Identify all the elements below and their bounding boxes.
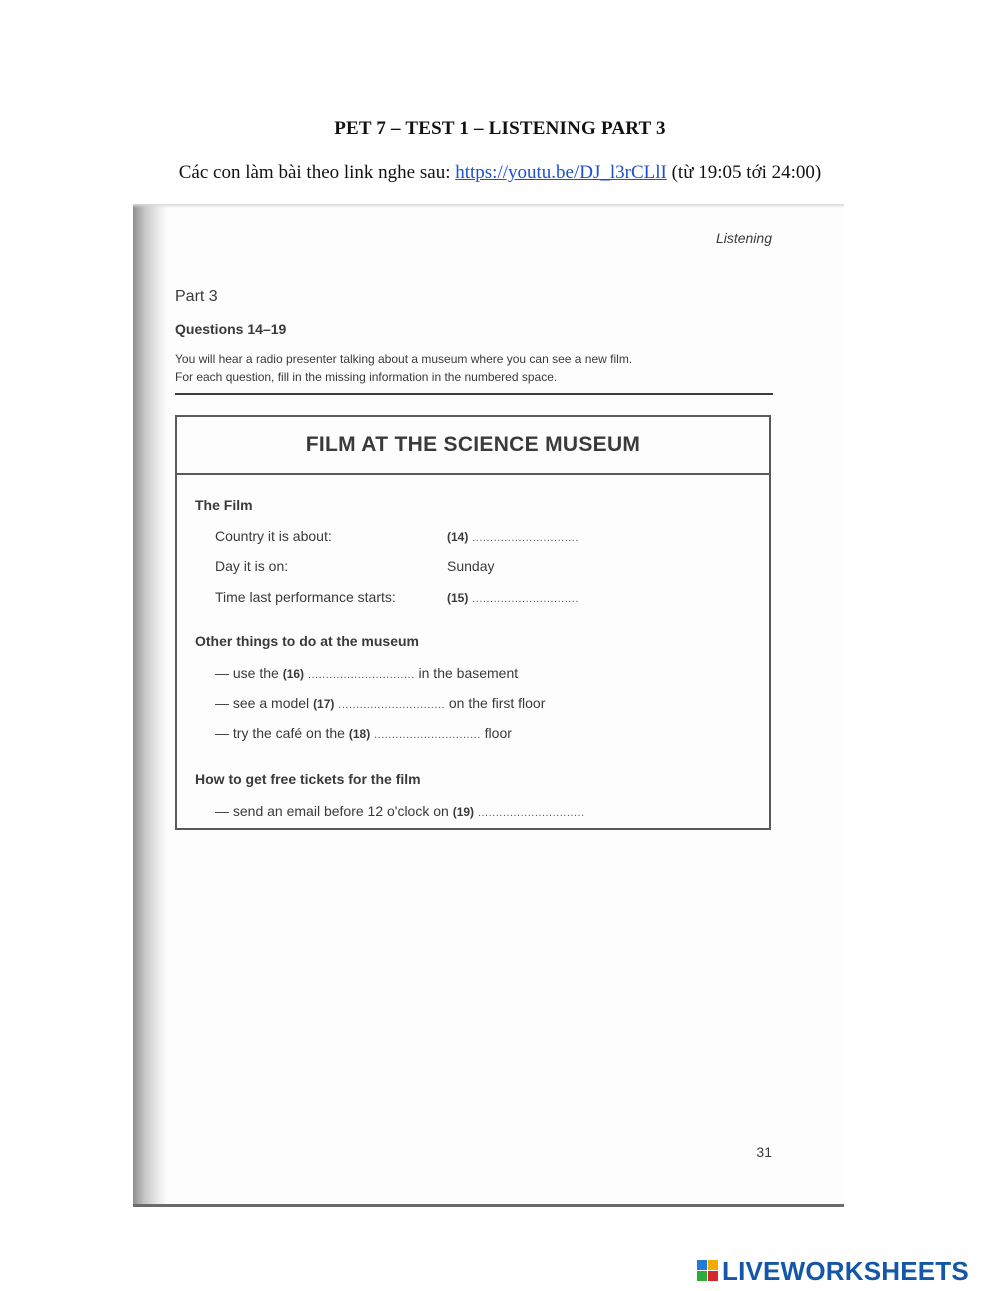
question-number: (14)	[447, 530, 469, 544]
listening-instruction	[0, 162, 1000, 184]
section-heading-free-tickets: How to get free tickets for the film	[195, 771, 421, 787]
row-label-day: Day it is on:	[215, 558, 289, 574]
section-heading-other-things: Other things to do at the museum	[195, 633, 420, 649]
answer-blank-17[interactable]: ..............................	[338, 699, 445, 711]
section-label: Listening	[715, 230, 772, 246]
youtube-link[interactable]: https://youtu.be/DJ_l3rCLlI	[455, 162, 667, 183]
row-label-country: Country it is about:	[215, 528, 332, 544]
page-title: PET 7 – TEST 1 – LISTENING PART 3	[334, 118, 666, 139]
intro-line: For each question, fill in the missing information in the numbered space.	[175, 370, 558, 384]
brand-logo	[697, 1255, 969, 1287]
answer-day: Sunday	[447, 558, 495, 574]
form-title: FILM AT THE SCIENCE MUSEUM	[305, 433, 641, 456]
list-item-16: — use the (16) .............................. in the basement	[215, 665, 519, 681]
intro-line: You will hear a radio presenter talking about a museum where you can see a new film.	[175, 352, 633, 366]
answer-slot-15[interactable]	[447, 589, 579, 605]
question-number: (16)	[282, 667, 305, 681]
question-number: (18)	[348, 727, 371, 741]
instruction-suffix: (từ 19:05 tới 24:00)	[666, 162, 822, 183]
part-heading: Part 3	[175, 288, 218, 305]
form-title-band	[177, 417, 769, 475]
answer-blank-19[interactable]: ..............................	[477, 807, 585, 819]
page-number: 31	[756, 1144, 772, 1160]
list-item-18: — try the café on the (18) .............................. floor	[215, 725, 512, 741]
instruction-prefix: Các con làm bài theo link nghe sau:	[178, 162, 456, 183]
question-number: (15)	[447, 591, 469, 605]
answer-blank-16[interactable]: ..............................	[307, 669, 415, 681]
brand-text: LIVEWORKSHEETS	[722, 1255, 969, 1286]
list-item-19: — send an email before 12 o'clock on (19) ..............................	[215, 803, 585, 819]
answer-blank: ..............................	[472, 593, 579, 605]
answer-blank-18[interactable]: ..............................	[374, 729, 481, 741]
notes-form	[175, 415, 771, 830]
page-binding-shadow	[133, 204, 167, 1204]
liveworksheets-logo-icon	[697, 1260, 719, 1282]
row-label-time: Time last performance starts:	[215, 589, 396, 605]
questions-heading: Questions 14–19	[175, 321, 287, 337]
question-number: (17)	[313, 697, 335, 711]
answer-blank: ..............................	[472, 532, 579, 544]
section-heading-film: The Film	[195, 497, 253, 513]
scanned-worksheet-page	[133, 204, 844, 1207]
divider	[175, 393, 773, 395]
answer-slot-14[interactable]	[447, 528, 579, 544]
list-item-17: — see a model (17) .............................. on the first floor	[215, 695, 546, 711]
question-number: (19)	[452, 805, 475, 819]
